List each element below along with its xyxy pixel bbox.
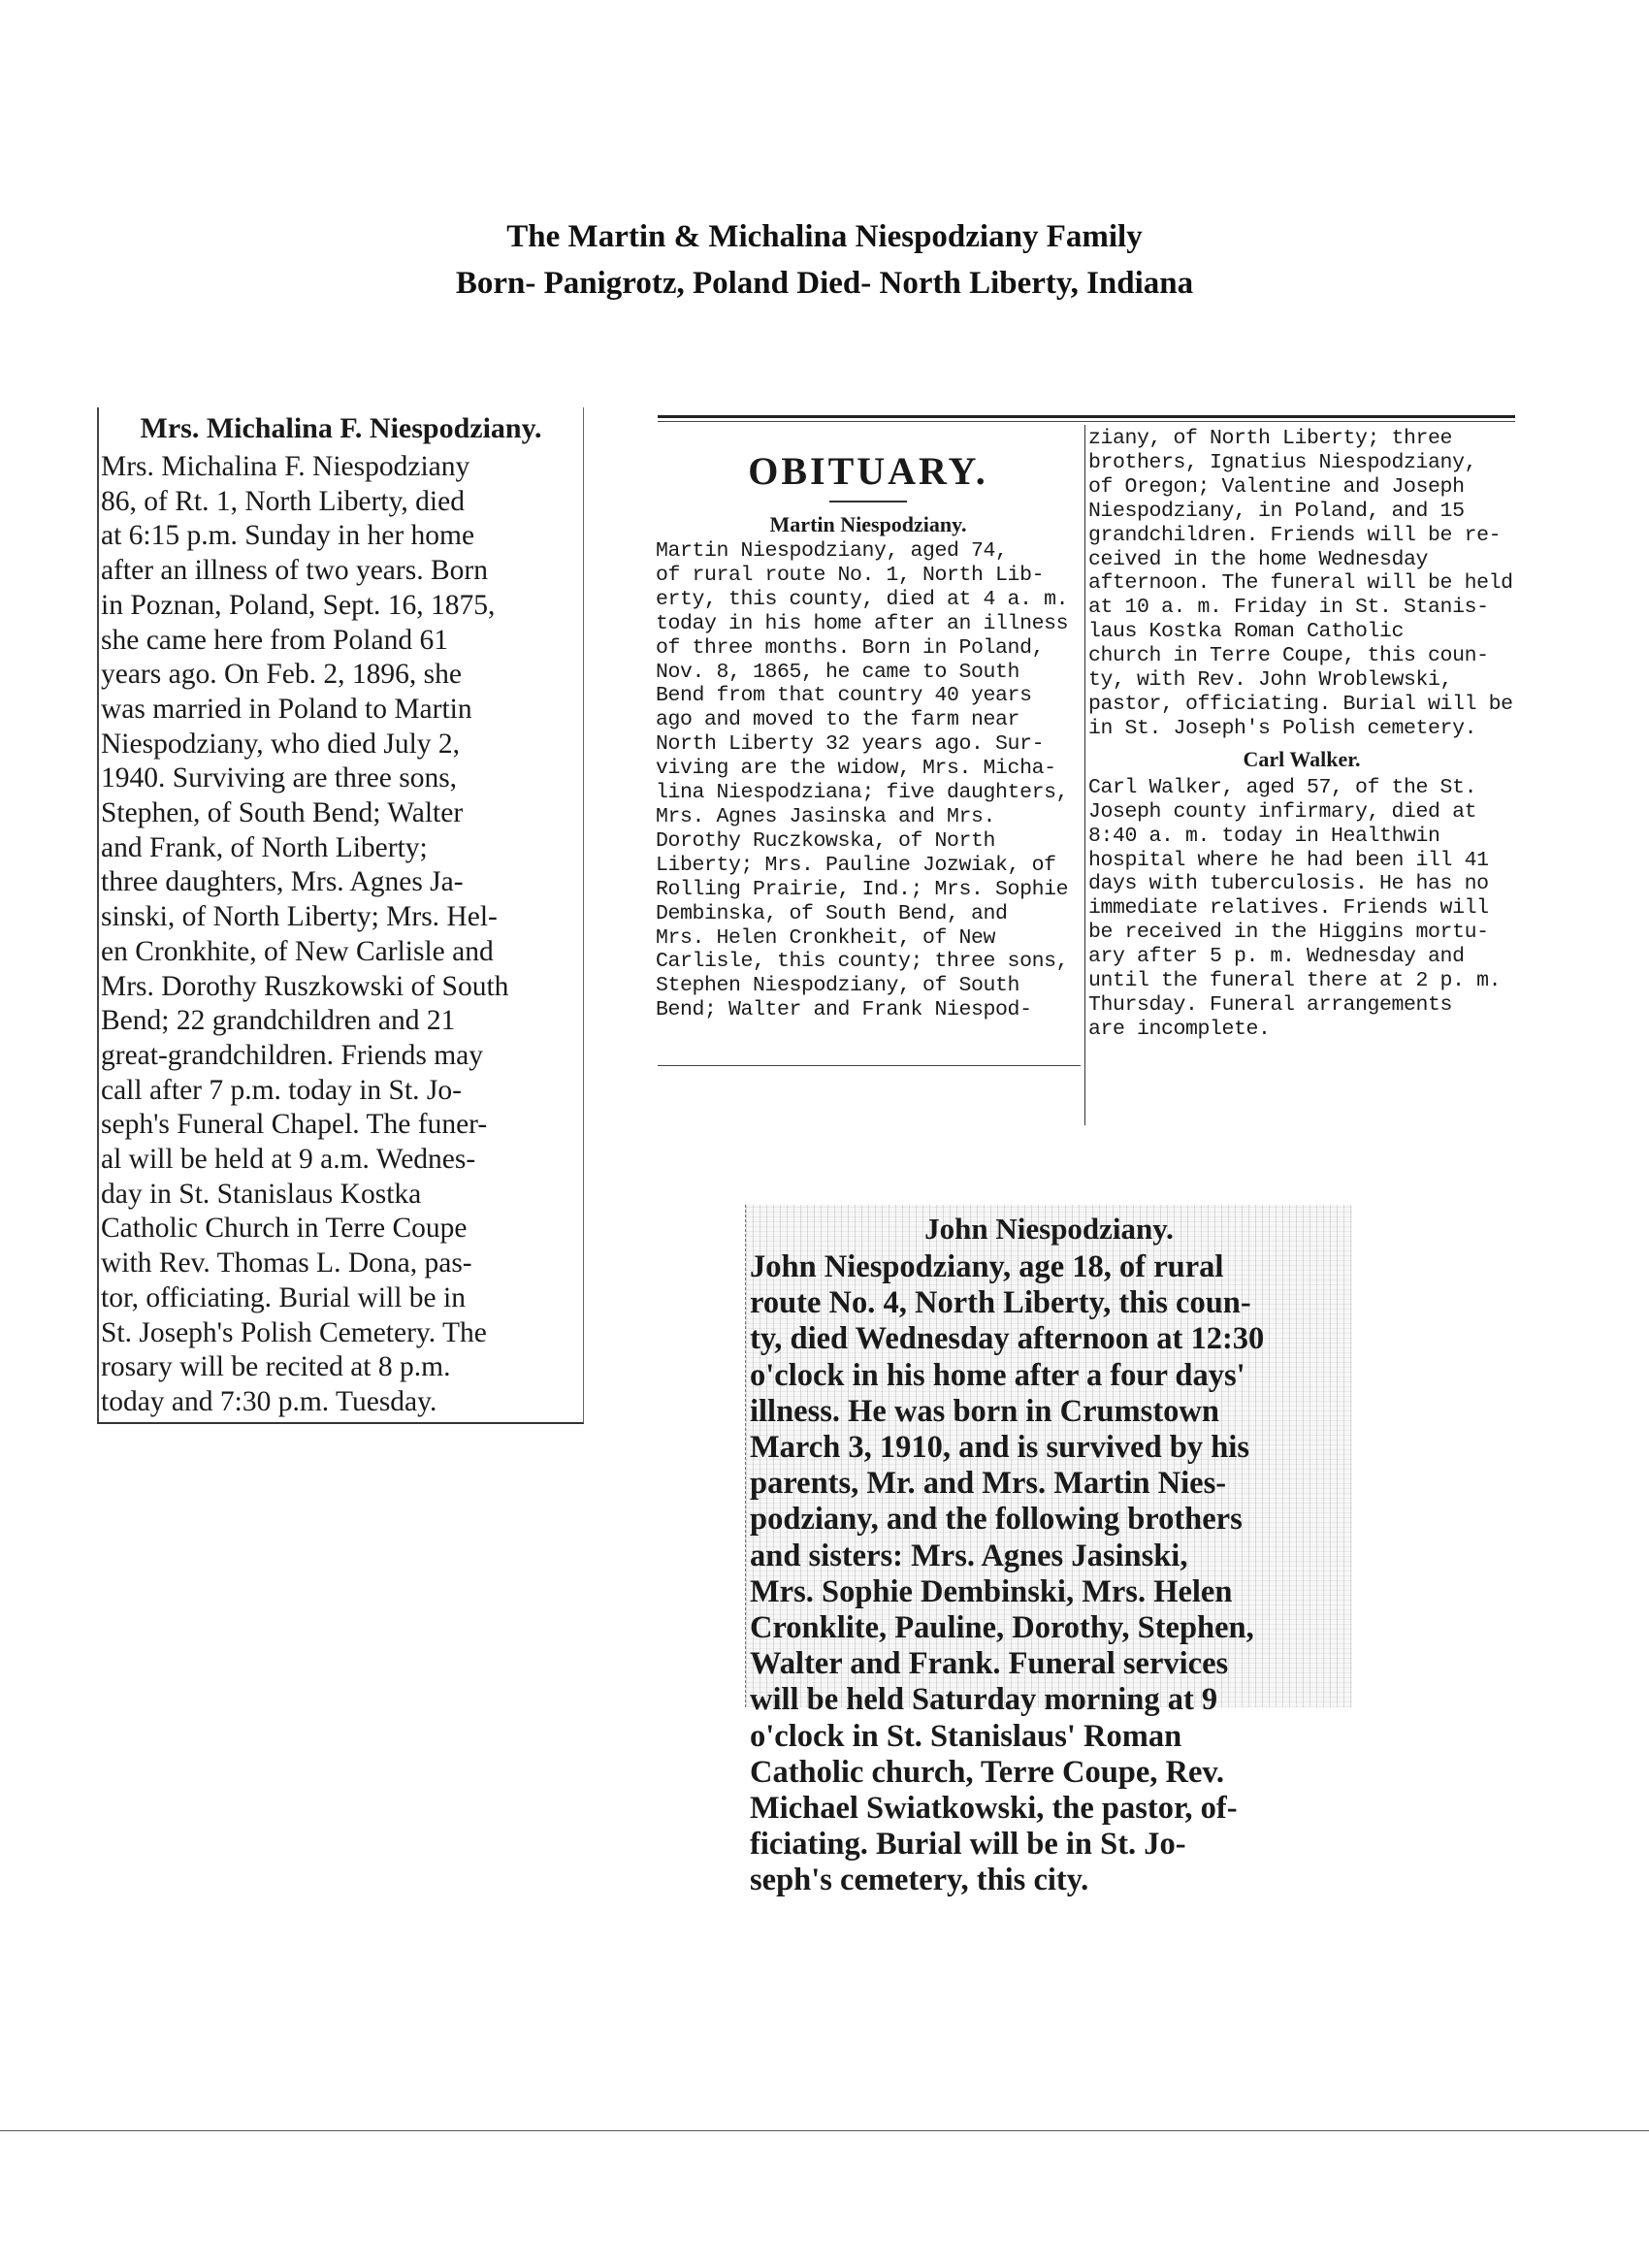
text-line: Rolling Prairie, Ind.; Mrs. Sophie	[656, 877, 1069, 901]
column-end-rule	[658, 1065, 1081, 1066]
text-line: of Oregon; Valentine and Joseph	[1088, 474, 1465, 499]
text-line: in St. Joseph's Polish cemetery.	[1088, 716, 1477, 740]
obituary-clipping-martin-carl	[650, 407, 1525, 1125]
text-line: ary after 5 p. m. Wednesday and	[1088, 945, 1465, 969]
masthead-rule	[658, 415, 1515, 418]
text-line: podziany, and the following brothers	[750, 1502, 1243, 1538]
text-line: route No. 4, North Liberty, this coun-	[750, 1285, 1251, 1321]
text-line: hospital where he had been ill 41	[1088, 848, 1489, 872]
column-right	[1088, 427, 1515, 1042]
text-line: seph's cemetery, this city.	[750, 1863, 1089, 1898]
clipping-body	[101, 450, 581, 1420]
clipping-body	[746, 1249, 1352, 1899]
text-line: after an illness of two years. Born	[101, 555, 488, 587]
text-line: ceived in the home Wednesday	[1088, 547, 1429, 571]
text-line: Joseph county infirmary, died at	[1088, 799, 1477, 824]
text-line: ficiating. Burial will be in St. Jo-	[750, 1827, 1186, 1863]
text-line: afternoon. The funeral will be held	[1088, 571, 1513, 596]
text-line: viving are the widow, Mrs. Micha-	[656, 757, 1056, 781]
text-line: St. Joseph's Polish Cemetery. The	[101, 1316, 487, 1348]
text-line: Mrs. Dorothy Ruszkowski of South	[101, 970, 509, 1002]
text-line: and Frank, of North Liberty;	[101, 831, 428, 863]
text-line: Dorothy Ruczkowska, of North	[656, 828, 996, 853]
text-line: in Poznan, Poland, Sept. 16, 1875,	[101, 589, 496, 621]
text-line: Niespodziany, who died July 2,	[101, 728, 461, 760]
text-line: illness. He was born in Crumstown	[750, 1393, 1219, 1429]
text-line: day in St. Stanislaus Kostka	[101, 1178, 422, 1210]
text-line: Bend from that country 40 years	[656, 684, 1032, 708]
text-line: Liberty; Mrs. Pauline Jozwiak, of	[656, 853, 1056, 877]
text-line: Dembinska, of South Bend, and	[656, 901, 1008, 925]
text-line: Michael Swiatkowski, the pastor, of-	[750, 1791, 1238, 1827]
column-left	[656, 427, 1081, 1022]
text-line: today in his home after an illness	[656, 611, 1069, 635]
text-line: church in Terre Coupe, this coun-	[1088, 644, 1489, 668]
text-line: lina Niespodziana; five daughters,	[656, 781, 1069, 805]
text-line: at 6:15 p.m. Sunday in her home	[101, 520, 475, 552]
text-line: John Niespodziany, age 18, of rural	[750, 1249, 1224, 1284]
text-line: o'clock in his home after a four days'	[750, 1357, 1245, 1393]
clipping-heading: Mrs. Michalina F. Niespodziany.	[140, 412, 542, 444]
text-line: grandchildren. Friends will be re-	[1088, 523, 1502, 547]
text-line: Thursday. Funeral arrangements	[1088, 992, 1453, 1017]
martin-body-left	[656, 539, 1081, 1022]
text-line: Catholic church, Terre Coupe, Rev.	[750, 1754, 1225, 1790]
carl-body	[1088, 776, 1515, 1042]
text-line: erty, this county, died at 4 a. m.	[656, 587, 1069, 611]
text-line: Bend; Walter and Frank Niespod-	[656, 998, 1032, 1022]
text-line: Niespodziany, in Poland, and 15	[1088, 499, 1465, 523]
text-line: Carl Walker, aged 57, of the St.	[1088, 775, 1477, 799]
text-line: seph's Funeral Chapel. The funer-	[101, 1109, 488, 1141]
text-line: of three months. Born in Poland,	[656, 635, 1045, 660]
text-line: pastor, officiating. Burial will be	[1088, 692, 1513, 716]
text-line: rosary will be recited at 8 p.m.	[101, 1351, 451, 1383]
text-line: be received in the Higgins mortu-	[1088, 921, 1489, 945]
text-line: great-grandchildren. Friends may	[101, 1039, 484, 1071]
clipping-heading: John Niespodziany.	[924, 1212, 1174, 1246]
text-line: Stephen Niespodziany, of South	[656, 974, 1020, 998]
martin-heading: Martin Niespodziany.	[769, 512, 967, 536]
obituary-clipping-michalina	[97, 407, 584, 1424]
martin-body-right	[1088, 427, 1515, 741]
scan-edge-line	[0, 2130, 1649, 2131]
text-line: until the funeral there at 2 p. m.	[1088, 969, 1502, 993]
text-line: Carlisle, this county; three sons,	[656, 950, 1069, 974]
page-subtitle: Born- Panigrotz, Poland Died- North Liberty, Indiana	[455, 266, 1194, 301]
text-line: al will be held at 9 a.m. Wednes-	[101, 1144, 476, 1176]
text-line: o'clock in St. Stanislaus' Roman	[750, 1718, 1182, 1754]
text-line: brothers, Ignatius Niespodziany,	[1088, 450, 1477, 474]
text-line: Mrs. Sophie Dembinski, Mrs. Helen	[750, 1573, 1233, 1609]
obituary-clipping-john	[745, 1205, 1352, 1898]
text-line: years ago. On Feb. 2, 1896, she	[101, 659, 462, 691]
text-line: parents, Mr. and Mrs. Martin Nies-	[750, 1466, 1227, 1502]
text-line: was married in Poland to Martin	[101, 693, 472, 725]
text-line: laus Kostka Roman Catholic	[1088, 620, 1405, 644]
text-line: tor, officiating. Burial will be in	[101, 1281, 466, 1313]
masthead-short-rule	[829, 501, 907, 502]
text-line: Bend; 22 grandchildren and 21	[101, 1005, 456, 1037]
text-line: en Cronkhite, of New Carlisle and	[101, 935, 494, 967]
text-line: she came here from Poland 61	[101, 624, 448, 656]
text-line: North Liberty 32 years ago. Sur-	[656, 732, 1045, 757]
obituary-masthead: OBITUARY.	[748, 449, 988, 493]
text-line: Stephen, of South Bend; Walter	[101, 797, 464, 829]
text-line: Nov. 8, 1865, he came to South	[656, 660, 1020, 684]
column-divider	[1084, 425, 1085, 1125]
carl-heading: Carl Walker.	[1243, 746, 1361, 771]
text-line: days with tuberculosis. He has no	[1088, 872, 1489, 896]
page-title: The Martin & Michalina Niespodziany Family	[506, 219, 1143, 254]
text-line: immediate relatives. Friends will	[1088, 896, 1489, 921]
text-line: of rural route No. 1, North Lib-	[656, 563, 1045, 587]
text-line: ziany, of North Liberty; three	[1088, 427, 1453, 450]
text-line: are incomplete.	[1088, 1017, 1271, 1041]
text-line: ago and moved to the farm near	[656, 708, 1020, 732]
text-line: Mrs. Michalina F. Niespodziany	[101, 451, 470, 482]
text-line: Mrs. Helen Cronkheit, of New	[656, 925, 996, 950]
text-line: 1940. Surviving are three sons,	[101, 762, 458, 794]
text-line: at 10 a. m. Friday in St. Stanis-	[1088, 596, 1489, 620]
text-line: Martin Niespodziany, aged 74,	[656, 539, 1008, 563]
text-line: ty, died Wednesday afternoon at 12:30	[750, 1321, 1265, 1357]
text-line: March 3, 1910, and is survived by his	[750, 1430, 1249, 1466]
text-line: Catholic Church in Terre Coupe	[101, 1213, 468, 1245]
text-line: 8:40 a. m. today in Healthwin	[1088, 824, 1440, 848]
text-line: call after 7 p.m. today in St. Jo-	[101, 1074, 462, 1106]
text-line: will be held Saturday morning at 9	[750, 1682, 1218, 1718]
text-line: Cronklite, Pauline, Dorothy, Stephen,	[750, 1610, 1254, 1646]
text-line: today and 7:30 p.m. Tuesday.	[101, 1385, 437, 1417]
text-line: Walter and Frank. Funeral services	[750, 1646, 1229, 1682]
text-line: Mrs. Agnes Jasinska and Mrs.	[656, 804, 996, 828]
text-line: ty, with Rev. John Wroblewski,	[1088, 668, 1453, 693]
text-line: sinski, of North Liberty; Mrs. Hel-	[101, 901, 498, 933]
text-line: three daughters, Mrs. Agnes Ja-	[101, 866, 464, 898]
masthead-rule-thin	[658, 421, 1515, 422]
text-line: and sisters: Mrs. Agnes Jasinski,	[750, 1538, 1188, 1573]
text-line: 86, of Rt. 1, North Liberty, died	[101, 485, 465, 517]
text-line: with Rev. Thomas L. Dona, pas-	[101, 1247, 472, 1280]
